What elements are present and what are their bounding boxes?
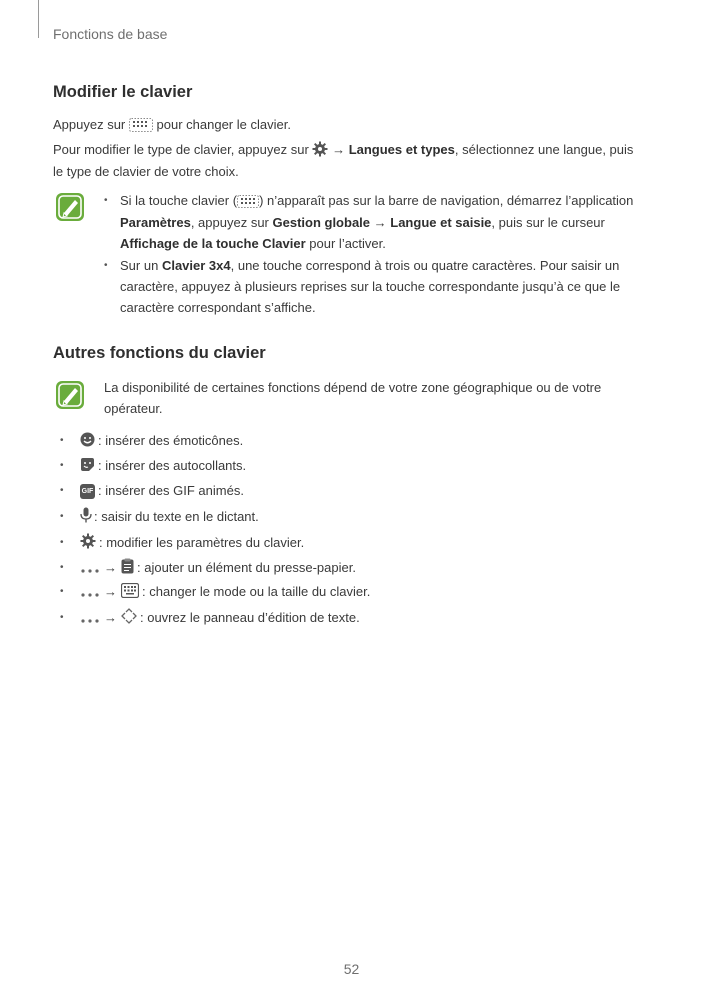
text: , puis sur le curseur: [491, 215, 605, 231]
bullet: •: [104, 260, 108, 271]
text: La disponibilité de certaines fonctions dépend de votre zone géographique ou de votre: [104, 380, 602, 395]
feature-text: : changer le mode ou la taille du clavier.: [142, 584, 371, 599]
feature-item-keyboard-mode: • → : changer le mode ou la taille du clavier.: [60, 584, 371, 599]
feature-item-clipboard: • → : ajouter un élément du presse-papier.: [60, 558, 356, 577]
text: Appuyez sur: [53, 117, 126, 132]
text: opérateur.: [104, 401, 163, 416]
note-availability: [104, 377, 649, 419]
keyboard-grid-icon: [237, 191, 259, 212]
gif-icon: GIF: [80, 484, 95, 499]
note-bullet-1: [120, 190, 650, 254]
more-options-icon: [80, 559, 100, 577]
feature-item-emoji: • : insérer des émoticônes.: [60, 433, 244, 448]
more-options-icon: [80, 583, 100, 601]
keyboard-grid-icon: [129, 115, 153, 136]
feature-item-text-edit: • → : ouvrez le panneau d’édition de texte.: [60, 608, 360, 627]
feature-text: : saisir du texte en le dictant.: [94, 508, 259, 524]
paragraph-keyboard-type: [53, 139, 653, 182]
feature-item-voice: • : saisir du texte en le dictant.: [60, 507, 259, 526]
bold-text: Langues et types: [348, 142, 455, 157]
text: Si la touche clavier (: [120, 193, 238, 208]
text: caractère, appuyez à plusieurs reprises sur la touche correspondante jusqu’à ce que le: [120, 279, 621, 294]
text: , appuyez sur: [190, 215, 269, 231]
feature-item-sticker: • : insérer des autocollants.: [60, 458, 247, 473]
sticker-icon: [80, 457, 95, 475]
more-options-icon: [80, 609, 100, 627]
feature-text: : insérer des GIF animés.: [98, 483, 244, 498]
feature-text: : modifier les paramètres du clavier.: [99, 534, 305, 550]
microphone-icon: [80, 507, 92, 526]
feature-item-settings: • : modifier les paramètres du clavier.: [60, 533, 304, 552]
text-edit-icon: [121, 608, 137, 627]
arrow: →: [104, 559, 117, 575]
text: ) n’apparaît pas sur la barre de navigation, démarrez l’application: [259, 193, 634, 208]
text: pour changer le clavier.: [156, 117, 291, 132]
paragraph-keyboard-switch: [53, 114, 653, 136]
bold-text: Affichage de la touche Clavier: [120, 236, 306, 252]
page-number: 52: [343, 961, 360, 977]
keyboard-icon: [121, 583, 139, 601]
text: Sur un: [120, 258, 159, 273]
section-title-modifier-clavier: Modifier le clavier: [53, 83, 193, 101]
text: le type de clavier de votre choix.: [53, 164, 239, 180]
bold-text: Paramètres: [120, 215, 191, 231]
arrow: →: [104, 609, 117, 625]
text: pour l’activer.: [309, 236, 386, 252]
section-title-autres-fonctions: Autres fonctions du clavier: [53, 344, 266, 362]
text: caractère correspondant s’affiche.: [120, 300, 316, 315]
note-icon: [55, 192, 85, 222]
text: , une touche correspond à trois ou quatre caractères. Pour saisir un: [230, 258, 620, 273]
emoji-icon: [80, 432, 95, 450]
running-header: Fonctions de base: [53, 26, 168, 42]
note-icon: [55, 380, 85, 410]
arrow: →: [104, 584, 117, 599]
note-bullet-2: [120, 255, 650, 318]
arrow: →: [332, 142, 346, 157]
feature-text: : ajouter un élément du presse-papier.: [137, 559, 356, 575]
bold-text: Clavier 3x4: [161, 258, 231, 273]
bold-text: Gestion globale: [272, 215, 371, 231]
text: Pour modifier le type de clavier, appuyez sur: [53, 142, 309, 157]
feature-item-gif: • GIF : insérer des GIF animés.: [60, 483, 244, 498]
feature-text: : insérer des émoticônes.: [98, 433, 244, 448]
gear-icon: [312, 140, 328, 161]
feature-text: : insérer des autocollants.: [98, 458, 247, 473]
clipboard-icon: [121, 558, 134, 577]
arrow: →: [373, 215, 387, 231]
feature-text: : ouvrez le panneau d’édition de texte.: [140, 609, 360, 625]
bullet: •: [104, 195, 108, 206]
text: , sélectionnez une langue, puis: [454, 142, 634, 157]
header-rule: [38, 0, 39, 38]
bold-text: Langue et saisie: [390, 215, 492, 231]
gear-icon: [80, 533, 96, 552]
